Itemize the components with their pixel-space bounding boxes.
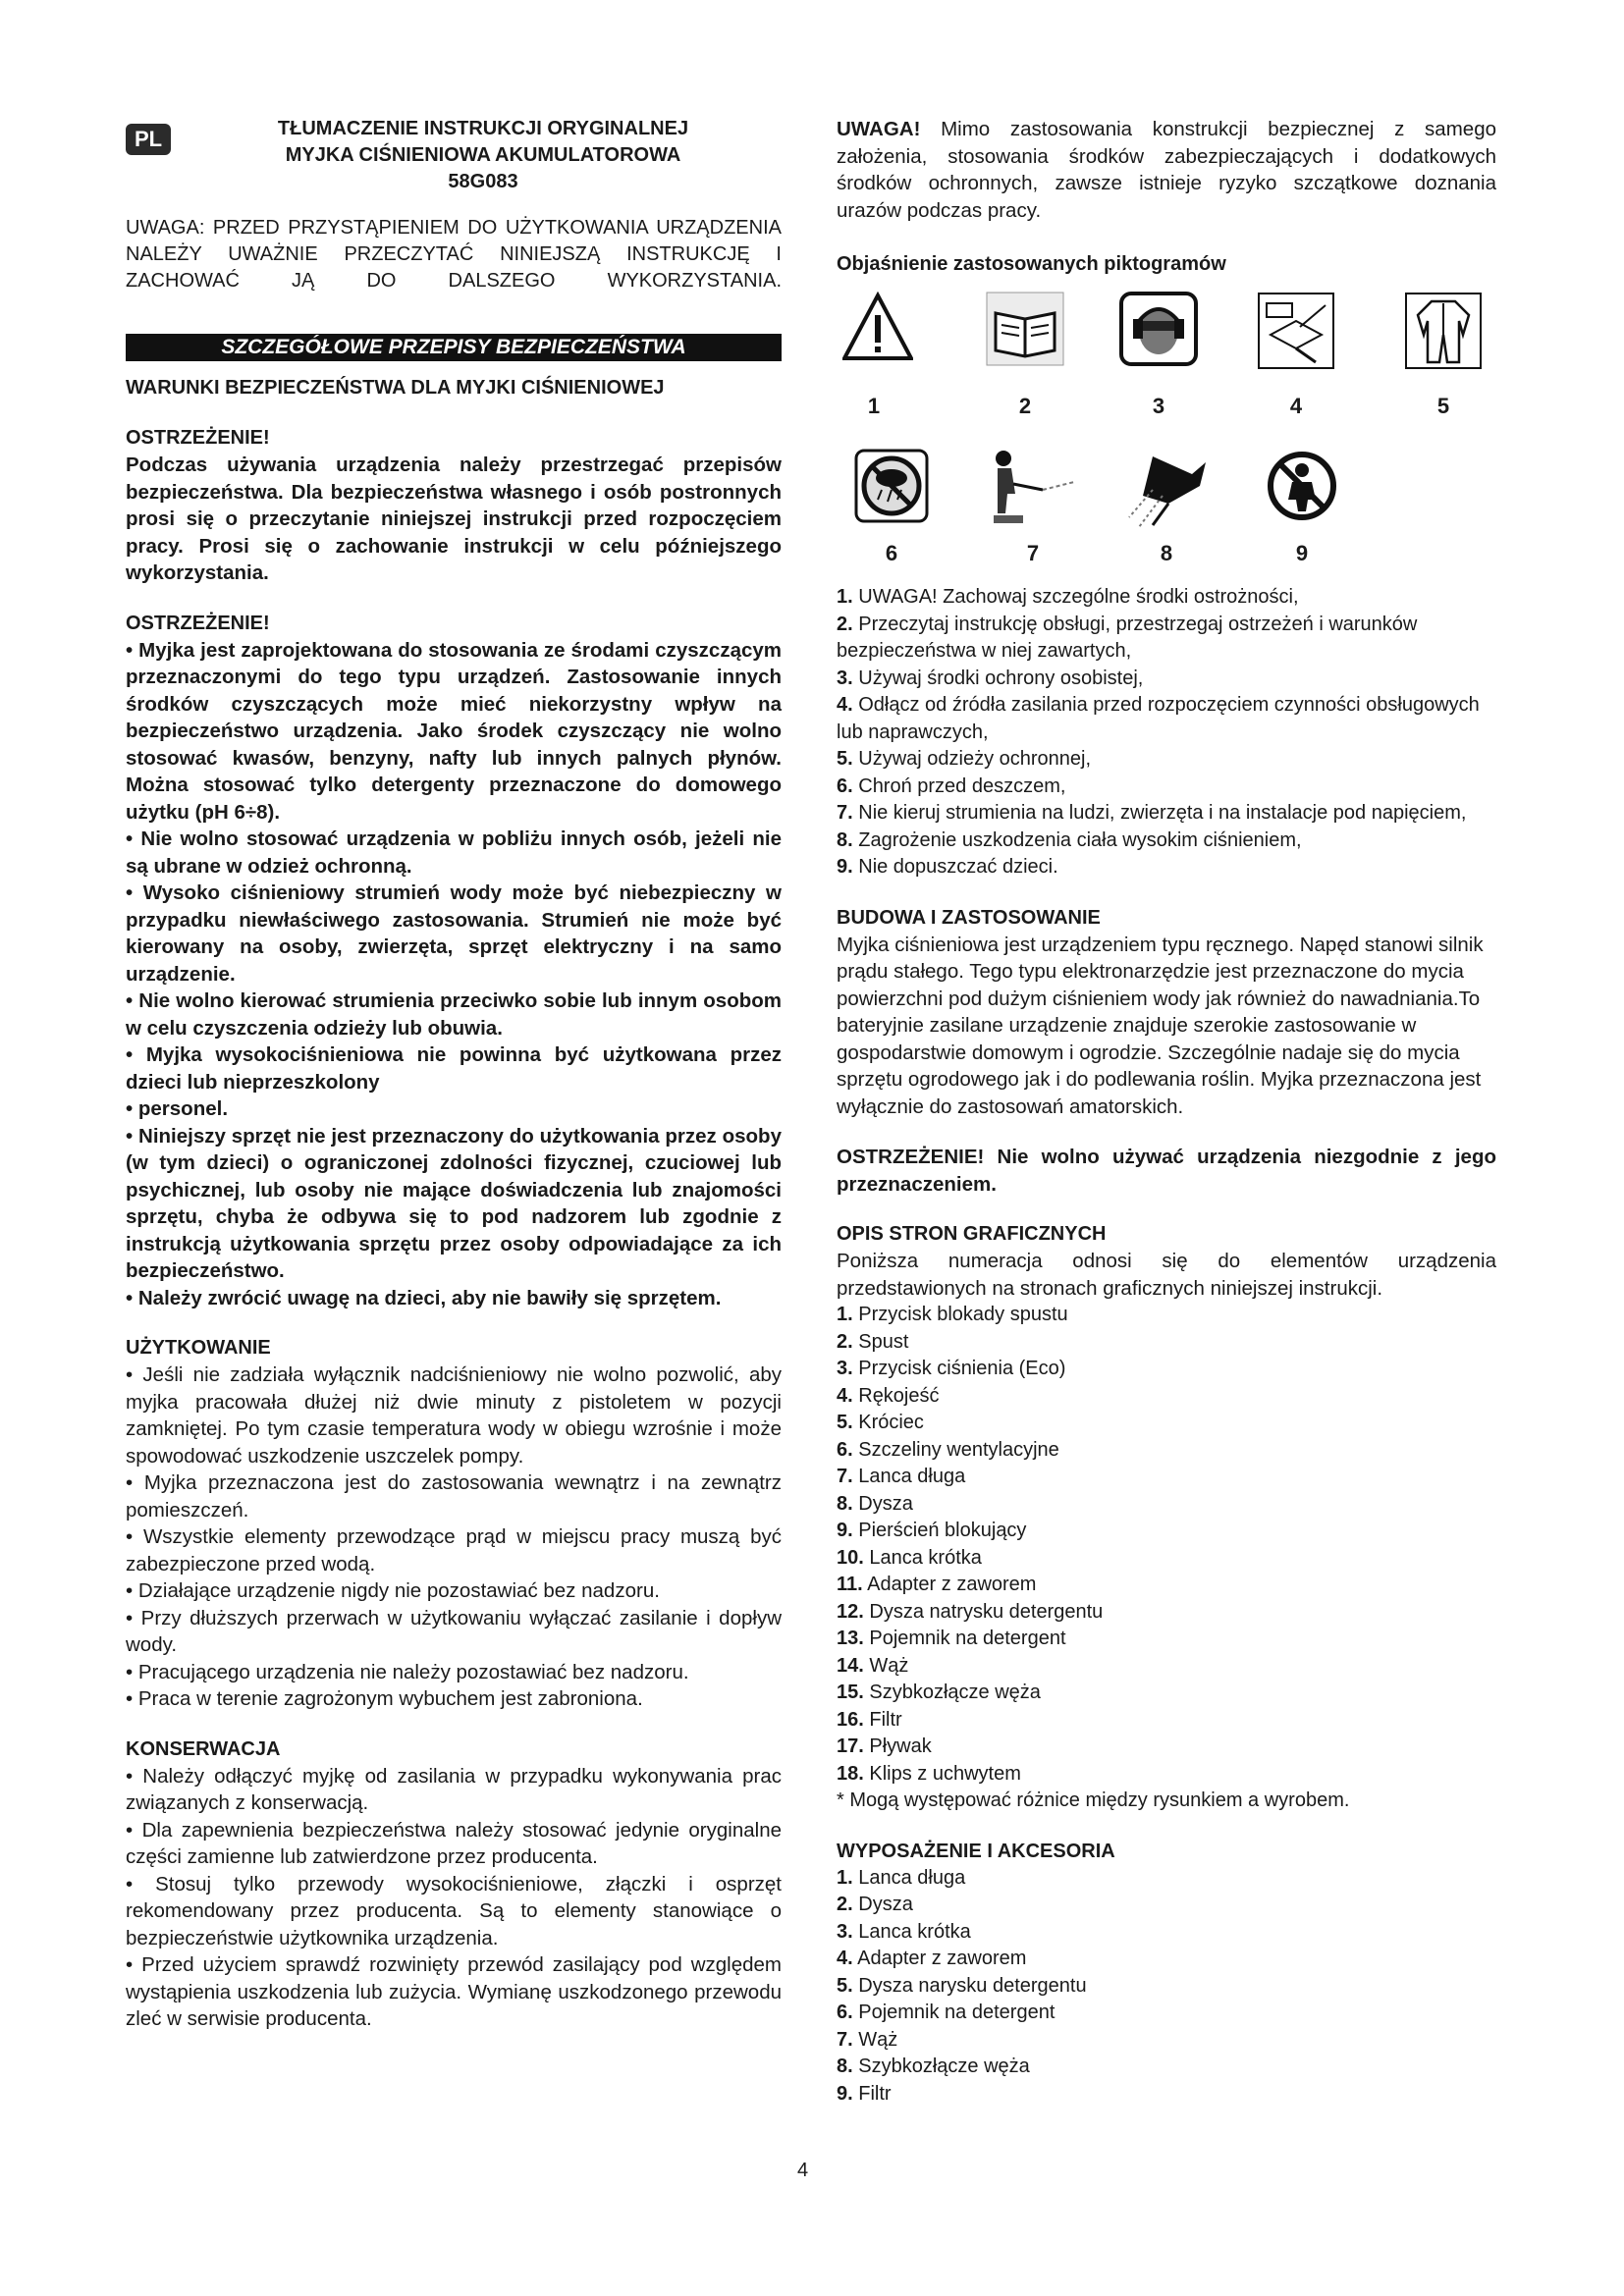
list-item: 2. Spust xyxy=(837,1330,909,1353)
list-item: 3. Lanca krótka xyxy=(837,1920,971,1943)
warning2-bullet-2: • Wysoko ciśnieniowy strumień wody może być niebezpieczny w przypadku niewłaściwego zastosowania. Strumień nie może być kierowany na osoby, zwierzęta, sprzęt elektryczny i na samo urządzenie. xyxy=(126,881,782,986)
pictogram-number: 9 xyxy=(1295,541,1309,565)
graphics-intro: Poniższa numeracja odnosi się do elementów urządzenia przedstawionych na stronach graficznych niniejszej instrukcji. xyxy=(837,1250,1496,1300)
list-item: 17. Pływak xyxy=(837,1735,932,1757)
page-number: 4 xyxy=(797,2160,809,2181)
list-item: 4. Adapter z zaworem xyxy=(837,1948,1027,1969)
warning2-bullet-6: • Niniejszy sprzęt nie jest przeznaczony do użytkowania przez osoby (w tym dzieci) o ograniczonej zdolności fizycznej, czuciowej lub psychicznej, lub osoby nie mające doświadczenia lub znajomości sprzętu, chyba że odbywa się to pod nadzorem lub zgodnie z instrukcją użytkowania sprzętu przez osoby odpowiadające za ich bezpieczeństwo. xyxy=(126,1124,782,1282)
section-bar: SZCZEGÓŁOWE PRZEPISY BEZPIECZEŃSTWA xyxy=(126,334,782,361)
list-item: 8. Szybkozłącze węża xyxy=(837,2056,1030,2077)
maintenance-title: KONSERWACJA xyxy=(126,1737,281,1760)
construction-title: BUDOWA I ZASTOSOWANIE xyxy=(837,906,1101,929)
language-badge: PL xyxy=(126,124,171,155)
graphics-list xyxy=(837,1302,1496,1788)
list-item: 16. Filtr xyxy=(837,1708,902,1731)
pictogram-legend xyxy=(837,584,1496,881)
header-model: 58G083 xyxy=(448,171,518,192)
list-item: 7. Wąż xyxy=(837,2028,898,2051)
legend-item: 6. Chroń przed deszczem, xyxy=(837,774,1066,797)
doc-header xyxy=(185,116,782,195)
warning-triangle-icon xyxy=(842,292,913,362)
list-item: 6. Szczeliny wentylacyjne xyxy=(837,1438,1059,1461)
header-line2: MYJKA CIŚNIENIOWA AKUMULATOROWA xyxy=(285,144,681,166)
no-spray-at-people-icon xyxy=(984,445,1078,527)
list-item: 8. Dysza xyxy=(837,1492,913,1515)
usage-bullet-3: • Działające urządzenie nigdy nie pozostawiać bez nadzoru. xyxy=(126,1579,660,1602)
left-column xyxy=(126,116,782,2033)
high-pressure-injury-icon xyxy=(1123,447,1218,529)
caution-text: Mimo zastosowania konstrukcji bezpiecznej z samego założenia, stosowania środków zabezpieczających i dodatkowych środków ochronnych, zawsze istnieje ryzyko szczątkowe doznania urazów podczas pracy. xyxy=(837,118,1496,222)
list-item: 11. Adapter z zaworem xyxy=(837,1574,1037,1595)
legend-item: 8. Zagrożenie uszkodzenia ciała wysokim ciśnieniem, xyxy=(837,828,1302,851)
usage-bullet-1: • Myjka przeznaczona jest do zastosowania wewnątrz i na zewnątrz pomieszczeń. xyxy=(126,1471,782,1522)
warning2-bullet-7: • Należy zwrócić uwagę na dzieci, aby nie bawiły się sprzętem. xyxy=(126,1286,722,1309)
legend-item: 1. UWAGA! Zachowaj szczególne środki ostrożności, xyxy=(837,586,1299,608)
list-item: 12. Dysza natrysku detergentu xyxy=(837,1600,1104,1623)
graphics-title: OPIS STRON GRAFICZNYCH xyxy=(837,1223,1107,1245)
legend-item: 9. Nie dopuszczać dzieci. xyxy=(837,856,1058,878)
maintenance-bullet-0: • Należy odłączyć myjkę od zasilania w przypadku wykonywania prac związanych z konserwacją. xyxy=(126,1764,782,1814)
warning2-bullet-3: • Nie wolno kierować strumienia przeciwko sobie lub innym osobom w celu czyszczenia odzieży lub obuwia. xyxy=(126,989,782,1040)
caution-label: UWAGA! xyxy=(837,118,921,140)
caution-paragraph xyxy=(837,116,1496,224)
usage-bullet-4: • Przy dłuższych przerwach w użytkowaniu wyłączać zasilanie i dopływ wody. xyxy=(126,1606,782,1656)
pictogram-grid xyxy=(837,292,1496,565)
usage-title: UŻYTKOWANIE xyxy=(126,1337,271,1359)
warning1-text: Podczas używania urządzenia należy przestrzegać przepisów bezpieczeństwa. Dla bezpieczeństwa własnego i osób postronnych prosi się o przeczytanie niniejszej instrukcji przed rozpoczęciem pracy. Prosi się o zachowanie instrukcji w celu późniejszego wykorzystania. xyxy=(126,454,782,584)
warning1-label: OSTRZEŻENIE! xyxy=(126,427,270,449)
read-manual-icon xyxy=(986,292,1064,366)
pictogram-number: 7 xyxy=(1026,541,1040,565)
list-item: 18. Klips z uchwytem xyxy=(837,1762,1021,1785)
no-children-icon xyxy=(1265,449,1339,523)
list-item: 10. Lanca krótka xyxy=(837,1546,982,1569)
safety-title: WARUNKI BEZPIECZEŃSTWA DLA MYJKI CIŚNIENIOWEJ xyxy=(126,377,665,399)
pictogram-number: 1 xyxy=(867,394,881,418)
pictogram-number: 8 xyxy=(1160,541,1173,565)
legend-item: 2. Przeczytaj instrukcję obsługi, przestrzegaj ostrzeżeń i warunków bezpieczeństwa w niej zawartych, xyxy=(837,613,1418,662)
warning2-bullet-5: • personel. xyxy=(126,1097,229,1120)
intro-warning: UWAGA: PRZED PRZYSTĄPIENIEM DO UŻYTKOWANIA URZĄDZENIA NALEŻY UWAŻNIE PRZECZYTAĆ NINIEJSZĄ INSTRUKCJĘ I ZACHOWAĆ JĄ DO DALSZEGO WYKORZYSTANIA. xyxy=(126,217,782,292)
pictogram-number: 4 xyxy=(1289,394,1303,418)
warning2-bullet-0: • Myjka jest zaprojektowana do stosowania ze środami czyszczącym przeznaczonymi do tego typu urządzeń. Zastosowanie innych środków czyszczących może mieć niekorzystny wpływ na bezpieczeństwo urządzenia. Jako środek czyszczący nie wolno stosować kwasów, benzyny, nafty lub innych palnych płynów. Można stosować tylko detergenty przeznaczone do domowego użytku (pH 6÷8). xyxy=(126,638,782,824)
warning3: OSTRZEŻENIE! Nie wolno używać urządzenia niezgodnie z jego przeznaczeniem. xyxy=(837,1146,1496,1196)
construction-text: Myjka ciśnieniowa jest urządzeniem typu ręcznego. Napęd stanowi silnik prądu stałego. Tego typu elektronarzędzie jest przeznaczone do mycia powierzchni pod dużym ciśnieniem wody jak również do nawadniania.To bateryjnie zasilane urządzenie znajduje szerokie zastosowanie w gospodarstwie domowym i ogrodzie. Szczególnie nadaje się do mycia sprzętu ogrodowego jak i do podlewania roślin. Myjka przeznaczona jest wyłącznie do zastosowań amatorskich. xyxy=(837,933,1484,1118)
protective-clothing-icon xyxy=(1404,292,1483,370)
pictogram-number: 2 xyxy=(1018,394,1032,418)
unplug-icon xyxy=(1257,292,1335,370)
warning2-label: OSTRZEŻENIE! xyxy=(126,612,270,634)
legend-item: 3. Używaj środki ochrony osobistej, xyxy=(837,667,1144,689)
list-item: 1. Przycisk blokady spustu xyxy=(837,1304,1068,1325)
usage-bullet-6: • Praca w terenie zagrożonym wybuchem jest zabroniona. xyxy=(126,1687,643,1710)
list-item: 9. Pierścień blokujący xyxy=(837,1520,1027,1541)
list-item: 1. Lanca długa xyxy=(837,1866,966,1889)
no-rain-icon xyxy=(854,449,929,523)
list-item: 15. Szybkozłącze węża xyxy=(837,1682,1041,1703)
warning2-bullet-4: • Myjka wysokociśnieniowa nie powinna być użytkowana przez dzieci lub nieprzeszkolony xyxy=(126,1043,782,1094)
usage-bullet-5: • Pracującego urządzenia nie należy pozostawiać bez nadzoru. xyxy=(126,1660,689,1683)
list-item: 2. Dysza xyxy=(837,1894,913,1915)
maintenance-bullet-3: • Przed użyciem sprawdź rozwinięty przewód zasilający pod względem wystąpienia uszkodzenia lub zużycia. Wymianę uszkodzonego przewodu zleć w serwisie producenta. xyxy=(126,1953,782,2030)
maintenance-bullet-2: • Stosuj tylko przewody wysokociśnieniowe, złączki i osprzęt rekomendowany przez producenta. Są to elementy stanowiące o bezpieczeństwie użytkownika urządzenia. xyxy=(126,1872,782,1949)
maintenance-bullet-1: • Dla zapewnienia bezpieczeństwa należy stosować jedynie oryginalne części zamienne lub zatwierdzone przez producenta. xyxy=(126,1818,782,1868)
list-item: 14. Wąż xyxy=(837,1654,909,1677)
pictograms-title: Objaśnienie zastosowanych piktogramów xyxy=(837,253,1226,275)
right-column xyxy=(837,116,1496,2108)
list-item: 5. Dysza narysku detergentu xyxy=(837,1974,1087,1997)
list-item: 7. Lanca długa xyxy=(837,1466,966,1487)
list-item: 4. Rękojeść xyxy=(837,1384,940,1407)
pictogram-number: 5 xyxy=(1436,394,1450,418)
legend-item: 5. Używaj odzieży ochronnej, xyxy=(837,748,1092,770)
header-line1: TŁUMACZENIE INSTRUKCJI ORYGINALNEJ xyxy=(277,118,689,139)
pictogram-number: 6 xyxy=(885,541,898,565)
equipment-list xyxy=(837,1865,1496,2109)
equipment-title: WYPOSAŻENIE I AKCESORIA xyxy=(837,1840,1115,1862)
usage-bullet-2: • Wszystkie elementy przewodzące prąd w miejscu pracy muszą być zabezpieczone przed wodą. xyxy=(126,1525,782,1575)
ear-eye-protection-icon xyxy=(1119,292,1198,366)
pictogram-number: 3 xyxy=(1152,394,1165,418)
list-item: 13. Pojemnik na detergent xyxy=(837,1628,1066,1649)
legend-item: 7. Nie kieruj strumienia na ludzi, zwierzęta i na instalacje pod napięciem, xyxy=(837,802,1467,824)
warning2-bullet-1: • Nie wolno stosować urządzenia w pobliżu innych osób, jeżeli nie są ubrane w odzież ochronną. xyxy=(126,828,782,878)
usage-bullet-0: • Jeśli nie zadziała wyłącznik nadciśnieniowy nie wolno pozwolić, aby myjka pracowała dłużej niż dwie minuty z pistoletem w pozycji zamkniętej. Po tym czasie temperatura wody w obiegu wzrośnie i może spowodować uszkodzenie uszczelek pompy. xyxy=(126,1363,782,1468)
list-item: 5. Króciec xyxy=(837,1412,924,1433)
list-item: 6. Pojemnik na detergent xyxy=(837,2002,1056,2023)
list-item: 9. Filtr xyxy=(837,2082,892,2105)
graphics-note: * Mogą występować różnice między rysunkiem a wyrobem. xyxy=(837,1789,1350,1811)
list-item: 3. Przycisk ciśnienia (Eco) xyxy=(837,1358,1066,1379)
legend-item: 4. Odłącz od źródła zasilania przed rozpoczęciem czynności obsługowych lub naprawczych, xyxy=(837,694,1480,743)
